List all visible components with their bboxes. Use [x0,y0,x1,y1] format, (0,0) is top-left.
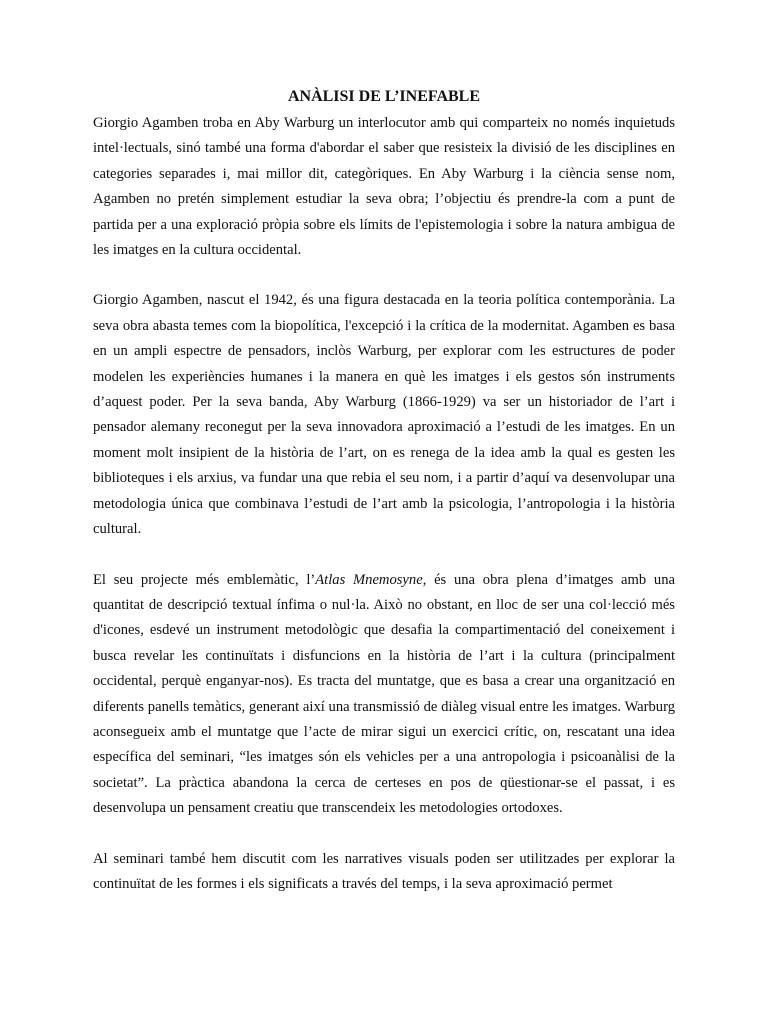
document-title: ANÀLISI DE L’INEFABLE [287,88,481,105]
paragraph-3 [93,568,675,822]
paragraph-3-intro: El seu projecte més emblemàtic, l’ [93,571,316,588]
paragraph-4: Al seminari també hem discutit com les narratives visuals poden ser utilitzades per explorar la continuïtat de les formes i els significats a través del temps, i la seva aproximació permet [93,850,675,892]
paragraph-2: Giorgio Agamben, nascut el 1942, és una figura destacada en la teoria política contemporània. La seva obra abasta temes com la biopolítica, l'excepció i la crítica de la modernitat. Agamben es basa en un ampli espectre de pensadors, inclòs Warburg, per explorar com les estructures de poder modelen les experiències humanes i la manera en què les imatges i els gestos són instruments d’aquest poder. Per la seva banda, Aby Warburg (1866-1929) va ser un historiador de l’art i pensador alemany reconegut per la seva innovadora aproximació a l’estudi de les imatges. En un moment molt insipient de la història de l’art, on es renega de la idea amb la qual es gesten les biblioteques i els arxius, va fundar una que rebia el seu nom, i a partir d’aquí va desenvolupar una metodologia única que combinava l’estudi de l’art amb la psicologia, l’antropologia i la història cultural. [93,292,675,538]
document-page [93,86,675,897]
paragraph-3-body: , és una obra plena d’imatges amb una quantitat de descripció textual ínfima o nul·la. Això no obstant, en lloc de ser una col·lecció més d'icones, esdevé un instrument metodològic que desafia la compartimentació del coneixement i busca revelar les continuïtats i disfuncions en la història de l’art i la cultura (principalment occidental, perquè enganyar-nos). Es tracta del muntatge, que es basa a crear una organització en diferents panells temàtics, generant així una transmissió de diàleg visual entre les imatges. Warburg aconsegueix amb el muntatge que l’acte de mirar sigui un exercici crític, on, rescatant una idea específica del seminari, “les imatges són els vehicles per a una antropologia i psicoanàlisi de la societat”. La pràctica abandona la cerca de certeses en pos de qüestionar-se el passat, i es desenvolupa un pensament creatiu que transcendeix les metodologies ortodoxes. [93,571,675,817]
atlas-mnemosyne-title: Atlas Mnemosyne [315,571,423,588]
paragraph-1: Giorgio Agamben troba en Aby Warburg un interlocutor amb qui comparteix no només inquietuds intel·lectuals, sinó també una forma d'abordar el saber que resisteix la divisió de les disciplines en categories separades i, mai millor dit, categòriques. En Aby Warburg i la ciència sense nom, Agamben no pretén simplement estudiar la seva obra; l’objectiu és prendre-la com a punt de partida per a una exploració pròpia sobre els límits de l'epistemologia i sobre la natura ambigua de les imatges en la cultura occidental. [93,115,675,259]
